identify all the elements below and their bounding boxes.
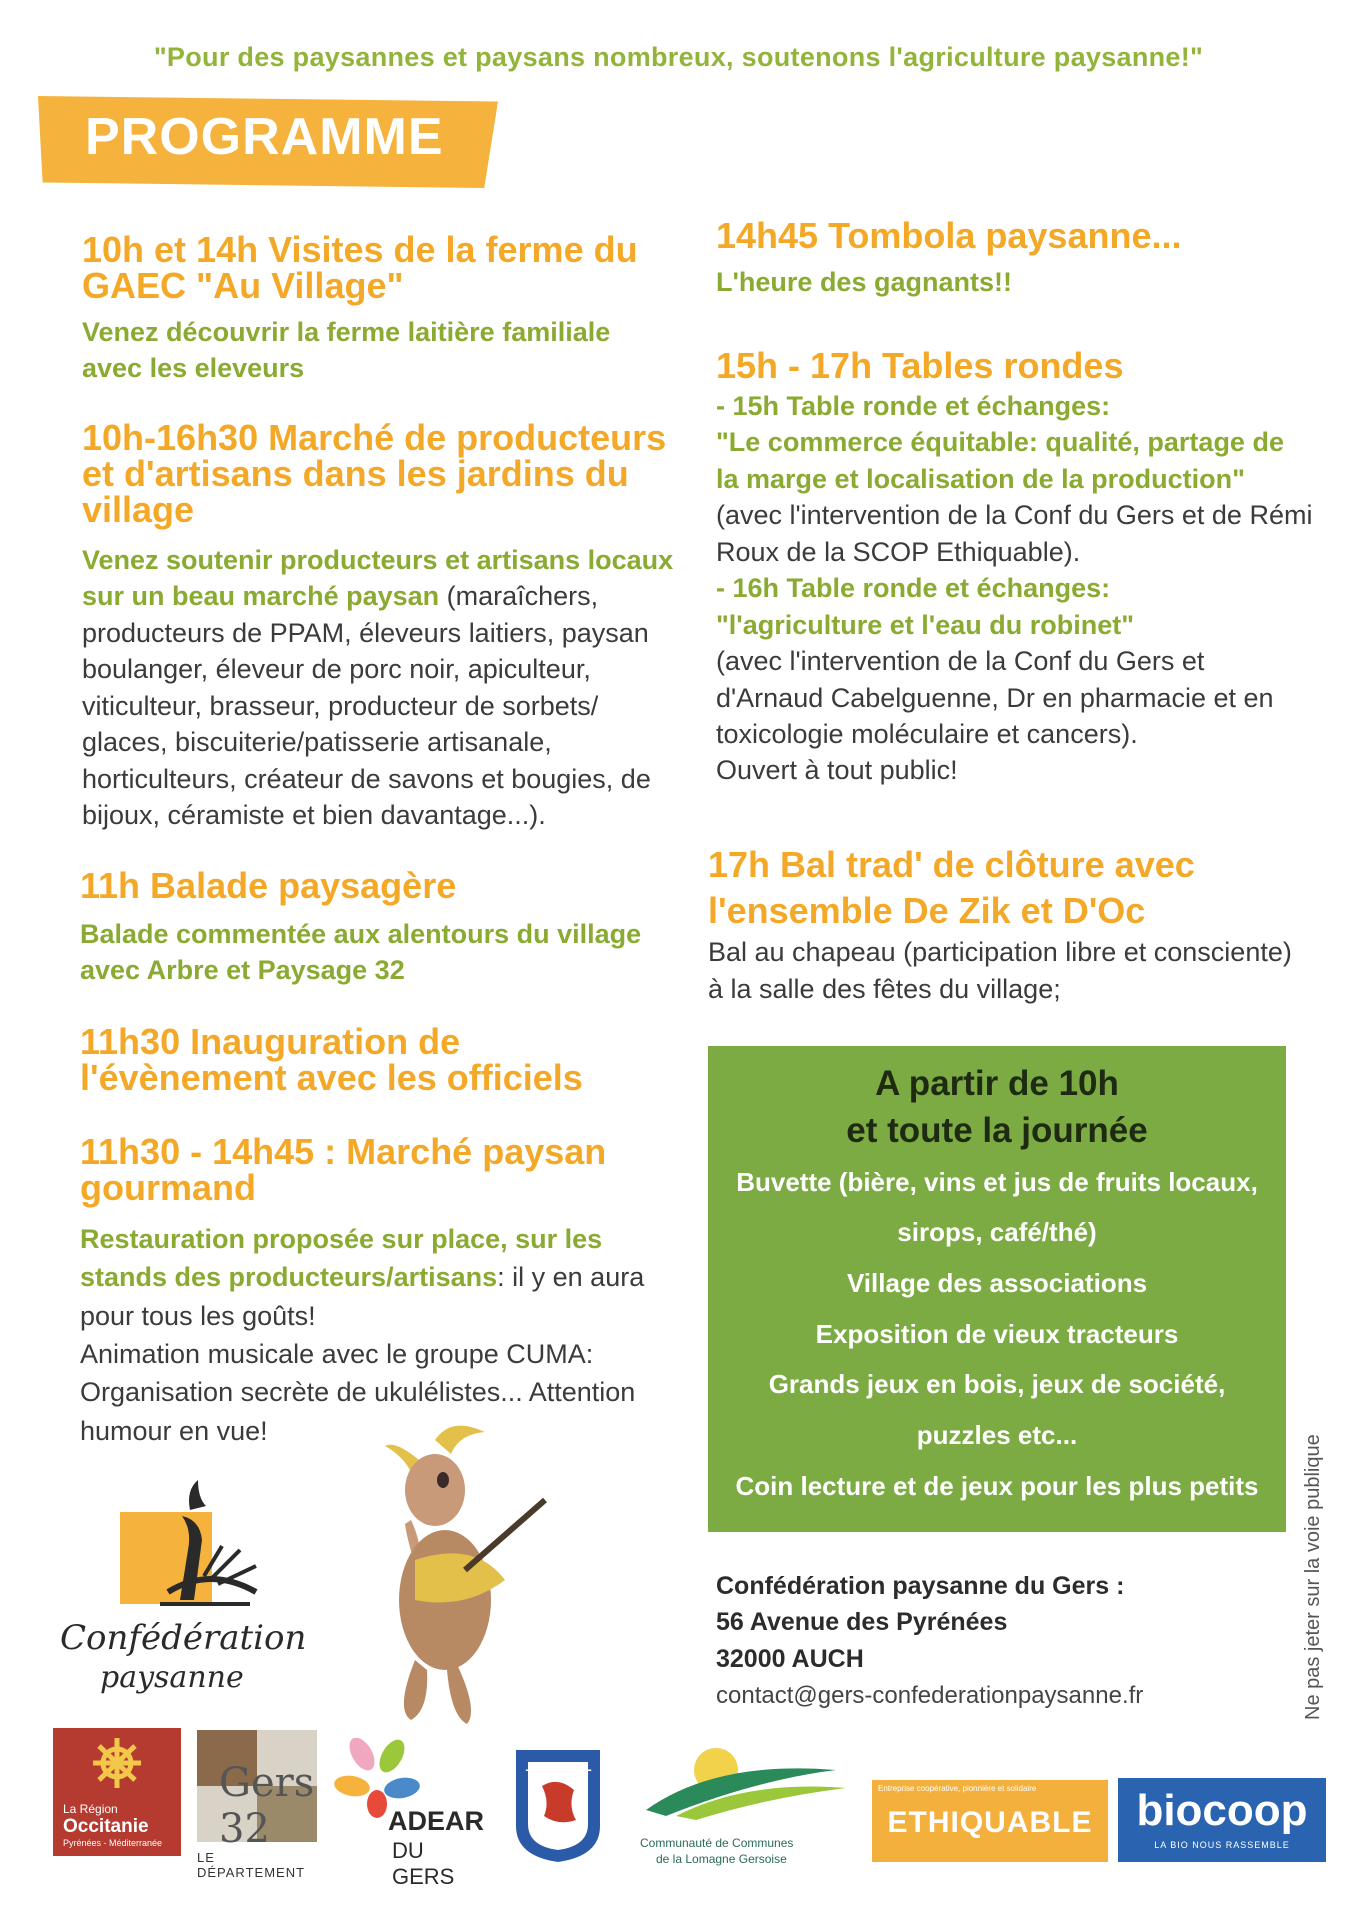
departement-shield-logo	[512, 1746, 604, 1864]
all-day-title: A partir de 10h et toute la journée	[846, 1064, 1148, 1151]
market-desc: Venez soutenir producteurs et artisans locaux sur un beau marché paysan (maraîchers, producteurs de PPAM, éleveurs laitiers, paysan boulanger, éleveur de porc noir, apiculteur, viticulteur, brasseur, producteur de sorbets/ glaces, biscuiterie/patisserie artisanale, horticulteurs, créateur de savons et bougies, de bijoux, céramiste et bien davantage...).	[82, 545, 674, 831]
event-landscape-walk	[80, 865, 680, 989]
farm-visit-desc: Venez découvrir la ferme laitière familiale avec les eleveurs	[82, 317, 611, 384]
event-ball	[708, 842, 1328, 1007]
svg-text:+: +	[578, 1760, 594, 1781]
all-day-item: Exposition de vieux tracteurs	[815, 1318, 1179, 1349]
all-day-box	[708, 1046, 1286, 1532]
all-day-item: Buvette (bière, vins et jus de fruits locaux,	[736, 1166, 1258, 1197]
event-inauguration	[80, 1021, 680, 1098]
event-producers-market	[82, 417, 682, 834]
slogan: "Pour des paysannes et paysans nombreux, soutenons l'agriculture paysanne!"	[153, 42, 1204, 72]
ball-desc: Bal au chapeau (participation libre et consciente) à la salle des fêtes du village;	[708, 937, 1292, 1004]
lomagne-logo: Communauté de Communes de la Lomagne Gersoise	[636, 1740, 856, 1870]
event-tombola	[716, 215, 1336, 300]
gers-logo: Gers 32 LE DÉPARTEMENT	[197, 1730, 317, 1870]
inauguration-title: 11h30 Inauguration de l'évènement avec les officiels	[80, 1021, 583, 1098]
farm-visit-title: 10h et 14h Visites de la ferme du GAEC "Au Village"	[82, 229, 638, 306]
all-day-list	[708, 1157, 1286, 1512]
biocoop-logo: biocoop LA BIO NOUS RASSEMBLE	[1118, 1778, 1326, 1862]
contact-block	[716, 1568, 1143, 1715]
contact-street: 56 Avenue des Pyrénées	[716, 1608, 1008, 1637]
event-round-tables	[716, 345, 1336, 789]
event-gourmet-market	[80, 1131, 680, 1450]
svg-text:+: +	[524, 1760, 540, 1781]
all-day-item: puzzles etc...	[916, 1419, 1078, 1450]
contact-city: 32000 AUCH	[716, 1644, 864, 1673]
contact-email[interactable]: contact@gers-confederationpaysanne.fr	[716, 1681, 1144, 1709]
programme-title: PROGRAMME	[85, 108, 444, 166]
lion-shield-icon	[512, 1746, 604, 1864]
contact-org: Confédération paysanne du Gers :	[716, 1572, 1125, 1600]
occitan-cross-icon	[53, 1728, 181, 1798]
gourmet-desc: Restauration proposée sur place, sur les stands des producteurs/artisans: il y en aura pour tous les goûts! Animation musicale avec le groupe CUMA: Organisation secrète de ukulélistes... Attention humour en vue!	[80, 1224, 645, 1446]
confederation-logo: Confédération paysanne	[60, 1470, 300, 1710]
event-farm-visit	[82, 229, 682, 387]
tables-desc: - 15h Table ronde et échanges: "Le commerce équitable: qualité, partage de la marge et localisation de la production" (avec l'intervention de la Conf du Gers et de Rémi Roux de la SCOP Ethiquable). - 16h Table ronde et échanges: "l'agriculture et l'eau du robinet" (avec l'intervention de la Conf du Gers et d'Arnaud Cabelguenne, Dr en pharmacie et en toxicologie moléculaire et cancers). Ouvert à tout public!	[716, 391, 1313, 786]
tombola-title: 14h45 Tombola paysanne...	[716, 215, 1182, 256]
market-title: 10h-16h30 Marché de producteurs et d'artisans dans les jardins du village	[82, 417, 667, 530]
occitanie-logo: La Région Occitanie Pyrénées - Méditerranée	[53, 1728, 181, 1856]
all-day-item: Grands jeux en bois, jeux de société,	[768, 1369, 1226, 1400]
all-day-item: Coin lecture et de jeux pour les plus petits	[735, 1470, 1259, 1501]
vertical-note: Ne pas jeter sur la voie publique	[1302, 1434, 1324, 1720]
walk-desc: Balade commentée aux alentours du village avec Arbre et Paysage 32	[80, 919, 642, 986]
ball-title: 17h Bal trad' de clôture avec l'ensemble De Zik et D'Oc	[708, 844, 1195, 932]
tombola-desc: L'heure des gagnants!!	[716, 267, 1012, 297]
goat-guitar-icon	[355, 1420, 555, 1730]
walk-title: 11h Balade paysagère	[80, 865, 457, 906]
ethiquable-logo: Entreprise coopérative, pionnière et solidaire ETHIQUABLE	[872, 1780, 1108, 1862]
goat-illustration	[355, 1420, 555, 1730]
tables-title: 15h - 17h Tables rondes	[716, 345, 1124, 386]
adear-logo: ADEAR DU GERS	[332, 1738, 492, 1868]
lomagne-fields-icon	[636, 1740, 856, 1820]
all-day-item: sirops, café/thé)	[897, 1217, 1097, 1248]
all-day-item: Village des associations	[846, 1267, 1148, 1298]
confederation-emblem-icon	[60, 1470, 300, 1640]
gourmet-title: 11h30 - 14h45 : Marché paysan gourmand	[80, 1131, 607, 1208]
